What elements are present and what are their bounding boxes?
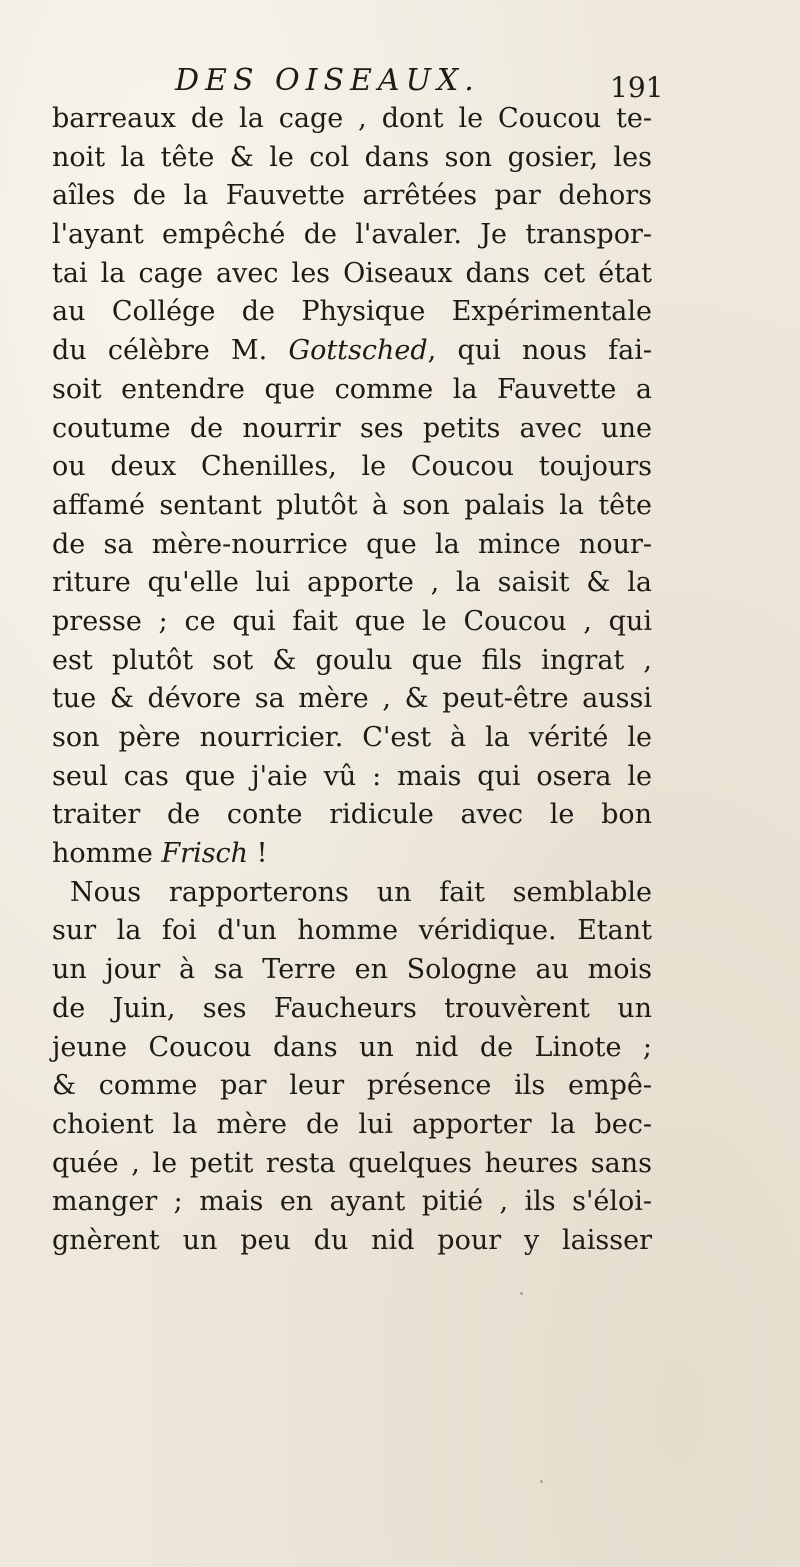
text-line: riture qu'elle lui apporte , la saisit & la (52, 567, 652, 599)
text-line: manger ; mais en ayant pitié , ils s'éloi- (52, 1186, 652, 1218)
text-line: sur la foi d'un homme véridique. Etant (52, 915, 652, 947)
text-line: aîles de la Fauvette arrêtées par dehors (52, 180, 652, 212)
text-line (52, 332, 652, 371)
paper-speck (540, 1480, 543, 1483)
text-line: affamé sentant plutôt à son palais la tête (52, 489, 652, 521)
paper-speck (652, 92, 655, 95)
text-fragment: ! (248, 838, 268, 870)
text-line: tue & dévore sa mère , & peut-être aussi (52, 683, 652, 715)
text-line: choient la mère de lui apporter la bec- (52, 1108, 652, 1140)
page-number: 191 (610, 71, 664, 104)
text-line: de Juin, ses Faucheurs trouvèrent un (52, 992, 652, 1024)
text-line (52, 835, 652, 874)
text-line: barreaux de la cage , dont le Coucou te- (52, 103, 652, 134)
text-fragment: du célèbre M. (52, 335, 289, 367)
text-line: seul cas que j'aie vû : mais qui osera le (52, 760, 652, 792)
running-head: DES OISEAUX. (175, 63, 480, 98)
text-line: au Collége de Physique Expérimentale (52, 296, 652, 328)
text-line: tai la cage avec les Oiseaux dans cet état (52, 257, 652, 289)
text-fragment: homme (52, 838, 162, 870)
text-line: traiter de conte ridicule avec le bon (52, 799, 652, 831)
text-line: jeune Coucou dans un nid de Linote ; (52, 1031, 652, 1063)
text-line: presse ; ce qui fait que le Coucou , qui (52, 605, 652, 637)
text-line: coutume de nourrir ses petits avec une (52, 412, 652, 444)
body-text (52, 100, 662, 1261)
text-line: son père nourricier. C'est à la vérité le (52, 722, 652, 753)
text-line: est plutôt sot & goulu que fils ingrat , (52, 644, 652, 676)
paper-speck (520, 1292, 523, 1295)
text-line: noit la tête & le col dans son gosier, les (52, 141, 652, 173)
text-line: Nous rapporterons un fait semblable (70, 876, 652, 908)
text-fragment: , qui nous fai- (427, 335, 652, 367)
name-frisch: Frisch (161, 838, 249, 870)
text-line: soit entendre que comme la Fauvette a (52, 373, 652, 405)
text-line: gnèrent un peu du nid pour y laisser (52, 1224, 652, 1256)
text-line: quée , le petit resta quelques heures sans (52, 1147, 652, 1179)
text-line: l'ayant empêché de l'avaler. Je transpor- (52, 219, 652, 251)
name-gottsched: Gottsched (288, 335, 428, 367)
text-line: de sa mère-nourrice que la mince nour- (52, 528, 652, 560)
text-line: & comme par leur présence ils empê- (52, 1070, 652, 1102)
text-line: ou deux Chenilles, le Coucou toujours (52, 451, 652, 483)
text-line: un jour à sa Terre en Sologne au mois (52, 954, 652, 986)
